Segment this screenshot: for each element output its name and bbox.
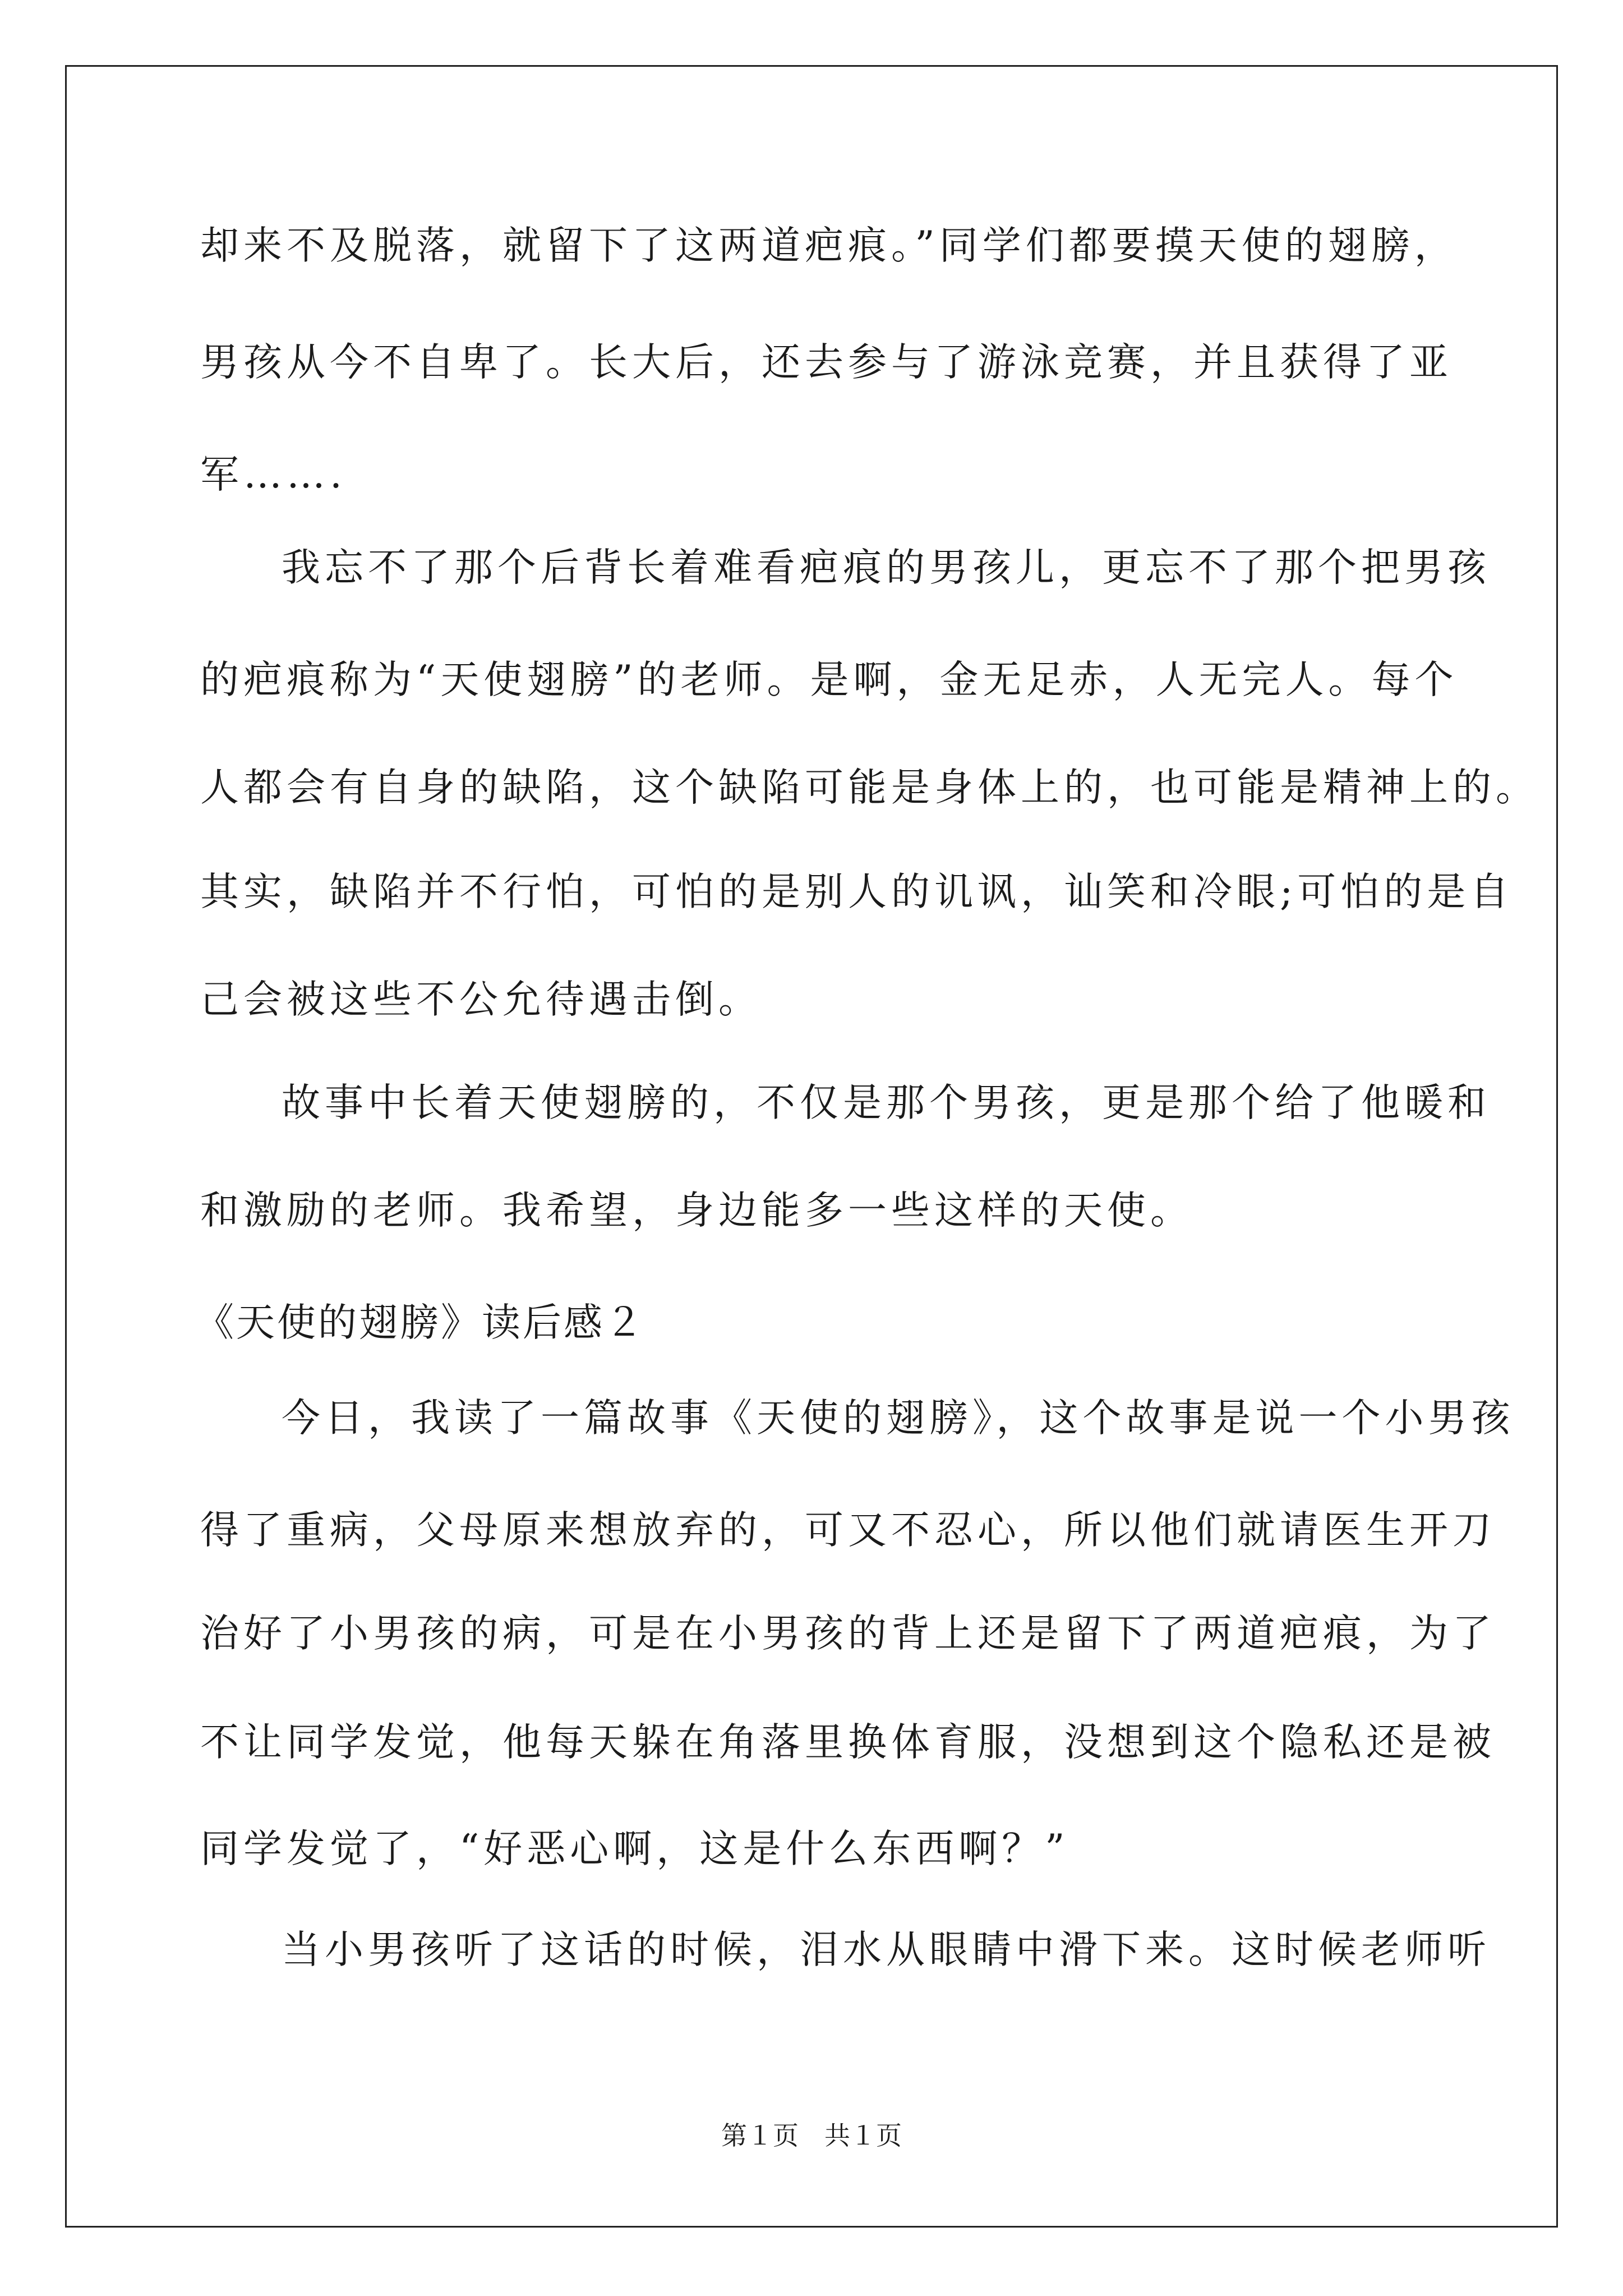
section-heading: 《天使的翅膀》读后感２ (195, 1300, 645, 1345)
text-line: 得了重病，父母原来想放弃的，可又不忍心，所以他们就请医生开刀 (200, 1508, 1496, 1553)
text-line: 今日，我读了一篇故事《天使的翅膀》，这个故事是说一个小男孩 (282, 1396, 1515, 1441)
text-line: 不让同学发觉，他每天躲在角落里换体育服，没想到这个隐私还是被 (200, 1720, 1496, 1765)
page-border (65, 65, 1558, 2228)
text-line: 当小男孩听了这话的时候，泪水从眼睛中滑下来。这时候老师听 (282, 1927, 1491, 1972)
page-footer: 第１页 共１页 (721, 2120, 902, 2151)
text-line: 其实，缺陷并不行怕，可怕的是别人的讥讽，讪笑和冷眼;可怕的是自 (200, 869, 1514, 914)
text-line: 我忘不了那个后背长着难看疤痕的男孩儿，更忘不了那个把男孩 (282, 545, 1491, 590)
text-line: 人都会有自身的缺陷，这个缺陷可能是身体上的，也可能是精神上的。 (200, 765, 1539, 810)
text-line: 故事中长着天使翅膀的，不仅是那个男孩，更是那个给了他暖和 (282, 1080, 1491, 1125)
text-line: 男孩从今不自卑了。长大后，还去参与了游泳竞赛，并且获得了亚 (200, 340, 1453, 385)
text-line: 军……. (200, 452, 347, 497)
text-line: 己会被这些不公允待遇击倒。 (200, 977, 762, 1022)
text-line: 治好了小男孩的病，可是在小男孩的背上还是留下了两道疤痕，为了 (200, 1611, 1496, 1656)
text-line: 的疤痕称为“天使翅膀”的老师。是啊，金无足赤，人无完人。每个 (200, 657, 1458, 702)
text-line: 却来不及脱落，就留下了这两道疤痕。”同学们都要摸天使的翅膀， (200, 223, 1458, 268)
text-line: 和激励的老师。我希望，身边能多一些这样的天使。 (200, 1188, 1193, 1233)
text-line: 同学发觉了，“好恶心啊，这是什么东西啊？” (200, 1826, 1069, 1871)
